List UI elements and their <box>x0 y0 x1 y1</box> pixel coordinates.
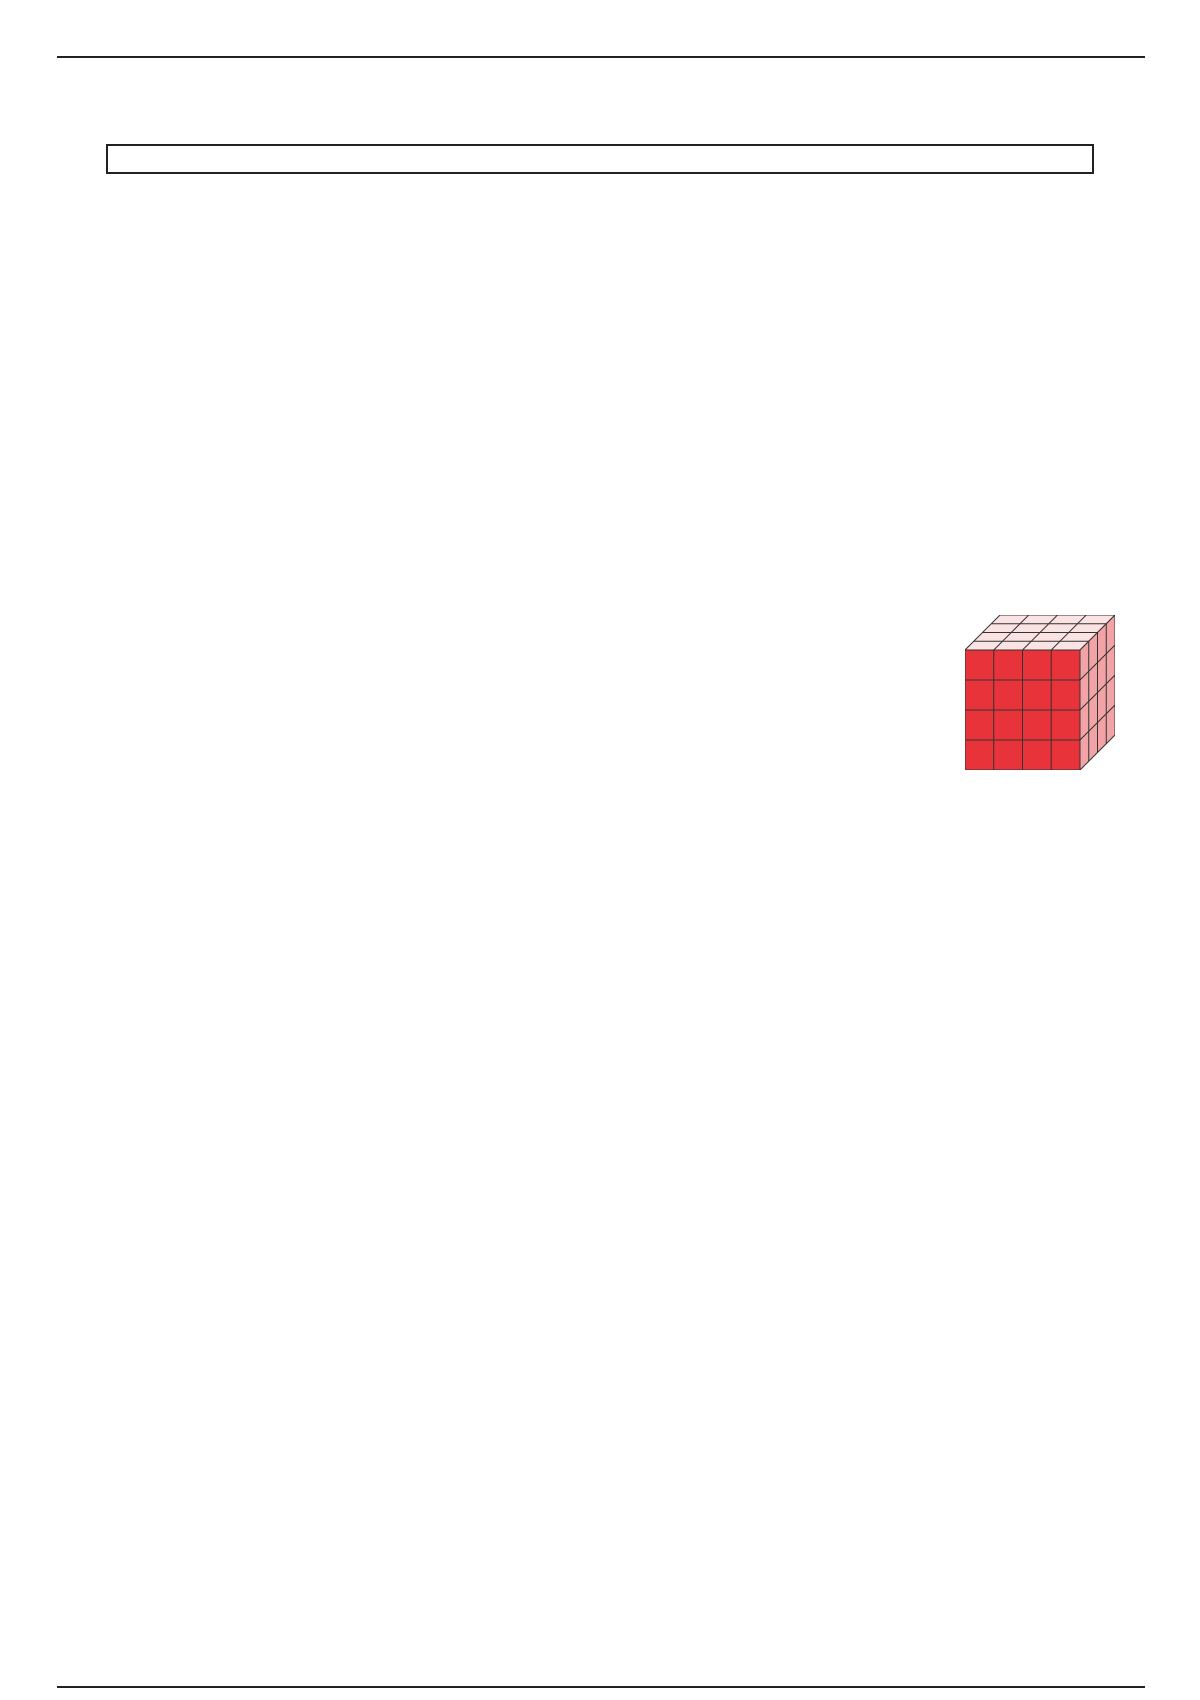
s2-line-2 <box>152 427 174 449</box>
s3-line-7 <box>156 796 178 818</box>
footer-rule <box>57 1686 1145 1688</box>
s2-line-4 <box>152 485 174 507</box>
s3-line-6 <box>190 767 222 789</box>
s4-line-2 <box>152 1287 174 1309</box>
s3-line-8 <box>156 826 178 848</box>
s1-line-3 <box>152 291 174 313</box>
s1-line-1 <box>152 218 174 240</box>
s3-line-4 <box>152 709 174 731</box>
s2-line-1 <box>152 398 174 420</box>
s3-line-3 <box>152 679 174 701</box>
s3-line-5 <box>190 738 222 760</box>
s3-mat-line-3 <box>152 1128 174 1150</box>
s4-line-9 <box>152 1506 174 1528</box>
s1-line-2 <box>152 248 174 270</box>
s4-line-8 <box>152 1476 174 1498</box>
s4-line-7 <box>152 1447 174 1469</box>
s1-line-4 <box>152 320 174 342</box>
s4-line-10 <box>174 1534 186 1560</box>
s3-line-12 <box>156 962 194 984</box>
chapter-box <box>106 144 1094 174</box>
s2-line-5 <box>152 515 174 537</box>
s3-line-13 <box>156 992 194 1014</box>
s4-line-5 <box>152 1374 174 1396</box>
s3-line-9 <box>156 874 178 896</box>
s3-mat-line-4 <box>152 1157 174 1179</box>
s4-line-4 <box>152 1345 174 1367</box>
cube-illustration <box>965 615 1115 770</box>
header-rule <box>57 56 1145 58</box>
